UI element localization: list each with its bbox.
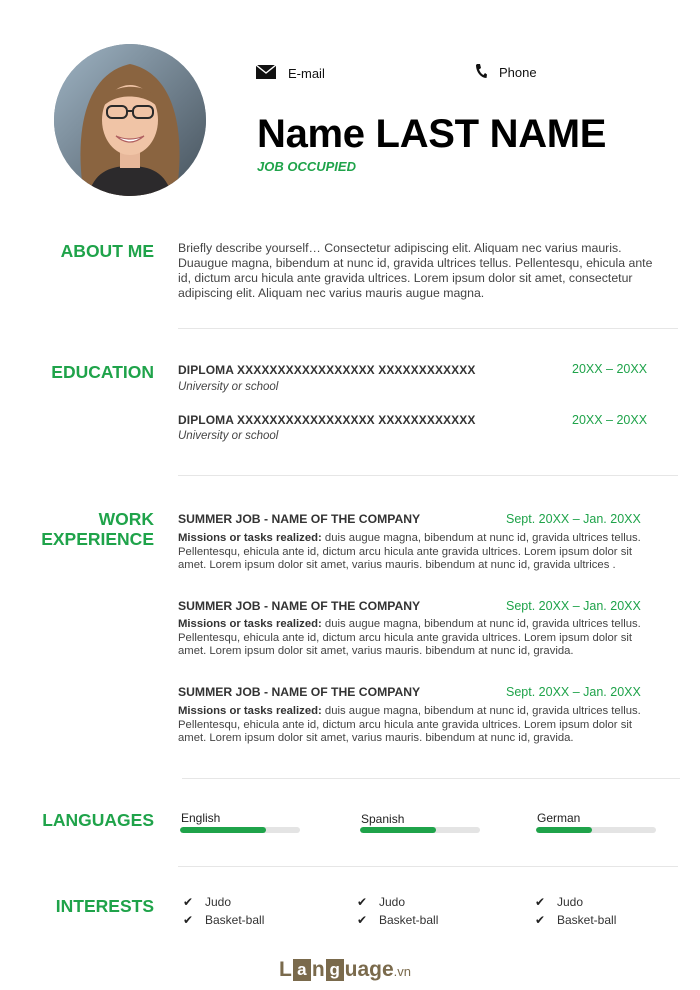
checkmark-icon: ✔ [535, 895, 546, 909]
divider [178, 328, 678, 329]
about-text: Briefly describe yourself… Consectetur adipiscing elit. Aliquam nec varius mauris. Duaugue magna, bibendum at nunc id, gravida ultrices tellus. Pellentesqu, ehicula ante id, dictum arcu hicula ante gravida ultrices. Lorem ipsum dolor sit amet, consectetur adipiscing elit. Aliquam nec varius mauris augue magna. [178, 241, 653, 300]
envelope-icon [256, 65, 276, 82]
education-school: University or school [178, 430, 279, 442]
work-title-line1: WORK [98, 509, 154, 529]
education-diploma: DIPLOMA XXXXXXXXXXXXXXXXX XXXXXXXXXXXX [178, 413, 476, 427]
interest-label: Judo [379, 895, 406, 909]
job-tasks-text: duis augue magna, bibendum at nunc id, gravida ultrices tellus. Pellentesqu, ehicula ante id, dictum arcu hicula ante gravida ultrices. Lorem ipsum dolor sit amet. Lorem ipsum dolor sit amet, varius mauris. bibendum at nunc id, gravida. [178, 705, 641, 744]
interests-column [183, 895, 264, 927]
divider [178, 866, 678, 867]
interest-item [535, 895, 616, 909]
job-date: Sept. 20XX – Jan. 20XX [506, 599, 641, 613]
profile-photo [54, 44, 206, 196]
language-level-fill [360, 827, 436, 833]
interest-label: Basket-ball [205, 913, 265, 927]
interests-title: INTERESTS [55, 896, 154, 916]
job-tasks-text: duis augue magna, bibendum at nunc id, gravida ultrices tellus. Pellentesqu, ehicula ante id, dictum arcu hicula ante gravida ultrices. Lorem ipsum dolor sit amet. Lorem ipsum dolor sit amet, varius mauris. bibendum at nunc id, gravida. [178, 618, 641, 657]
phone-contact[interactable] [475, 63, 537, 82]
interest-label: Judo [205, 895, 232, 909]
email-label: E-mail [288, 66, 325, 81]
education-date: 20XX – 20XX [572, 362, 648, 376]
job-title: SUMMER JOB - NAME OF THE COMPANY [178, 599, 421, 613]
job-tasks-label: Missions or tasks realized: [178, 618, 322, 630]
work-title-line2: EXPERIENCE [41, 529, 154, 549]
language-level-fill [180, 827, 266, 833]
job-title: SUMMER JOB - NAME OF THE COMPANY [178, 685, 421, 699]
job-occupied: JOB OCCUPIED [257, 159, 356, 174]
education-date: 20XX – 20XX [572, 413, 648, 427]
interests-column [535, 895, 616, 927]
interest-item [535, 913, 616, 927]
job-description [178, 618, 663, 659]
job-tasks-label: Missions or tasks realized: [178, 532, 322, 544]
job-date: Sept. 20XX – Jan. 20XX [506, 512, 641, 526]
language-vn-logo: L a n g uage.vn [279, 958, 412, 981]
divider [182, 778, 680, 779]
phone-icon [475, 63, 487, 82]
interest-item [183, 895, 264, 909]
language-level-fill [536, 827, 592, 833]
language-level-bar [180, 827, 300, 833]
interest-item [183, 913, 264, 927]
interest-label: Judo [557, 895, 584, 909]
education-title: EDUCATION [51, 362, 154, 382]
checkmark-icon: ✔ [183, 913, 194, 927]
education-school: University or school [178, 381, 279, 393]
job-date: Sept. 20XX – Jan. 20XX [506, 685, 641, 699]
checkmark-icon: ✔ [357, 895, 368, 909]
language-name: English [181, 811, 221, 825]
interest-item [357, 895, 438, 909]
job-description [178, 532, 663, 573]
checkmark-icon: ✔ [183, 895, 194, 909]
language-name: German [537, 811, 581, 825]
checkmark-icon: ✔ [357, 913, 368, 927]
languages-title: LANGUAGES [42, 810, 154, 830]
language-name: Spanish [361, 812, 405, 826]
interest-label: Basket-ball [379, 913, 439, 927]
email-contact[interactable] [256, 65, 325, 82]
job-description [178, 705, 663, 746]
job-tasks-label: Missions or tasks realized: [178, 705, 322, 717]
about-title: ABOUT ME [60, 241, 154, 261]
job-tasks-text: duis augue magna, bibendum at nunc id, gravida ultrices tellus. Pellentesqu, ehicula ante id, dictum arcu hicula ante gravida ultrices. Lorem ipsum dolor sit amet. Lorem ipsum dolor sit amet, varius mauris. bibendum at nunc id, gravida ultrices . [178, 532, 641, 571]
phone-label: Phone [499, 65, 537, 80]
candidate-name: Name LAST NAME [257, 112, 607, 156]
divider [178, 475, 678, 476]
interest-item [357, 913, 438, 927]
interests-column [357, 895, 438, 927]
checkmark-icon: ✔ [535, 913, 546, 927]
interest-label: Basket-ball [557, 913, 617, 927]
work-title [41, 509, 154, 549]
language-level-bar [360, 827, 480, 833]
language-level-bar [536, 827, 656, 833]
education-diploma: DIPLOMA XXXXXXXXXXXXXXXXX XXXXXXXXXXXX [178, 363, 476, 377]
job-title: SUMMER JOB - NAME OF THE COMPANY [178, 512, 421, 526]
